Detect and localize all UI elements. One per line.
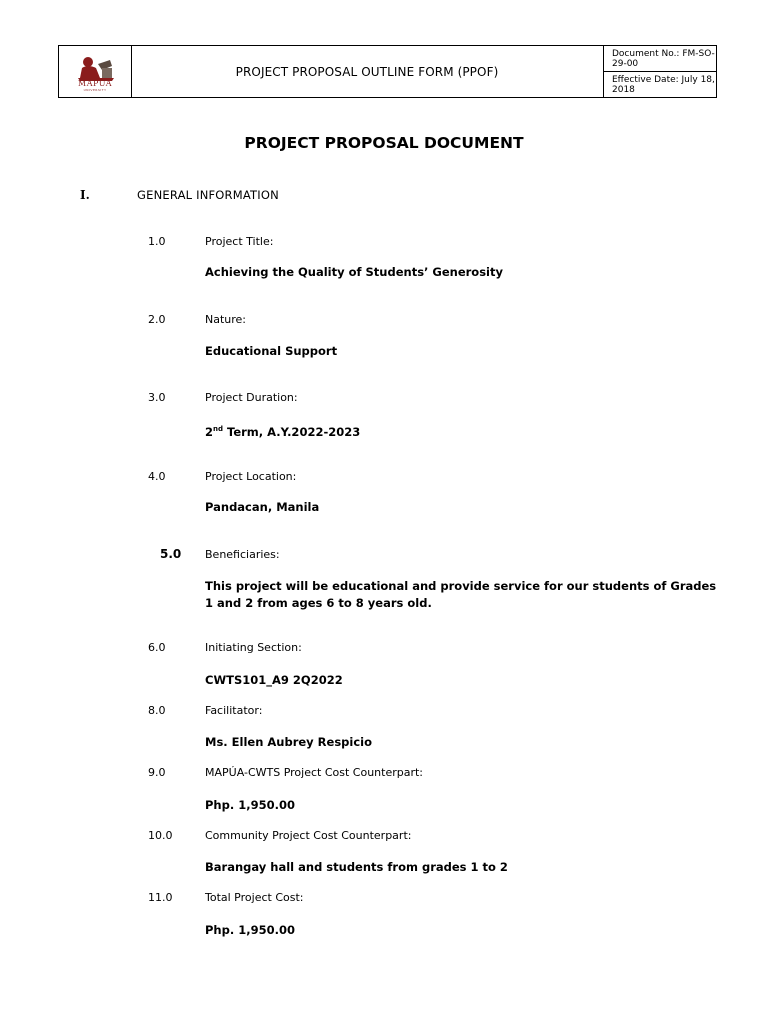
form-title: PROJECT PROPOSAL OUTLINE FORM (PPOF): [131, 46, 604, 97]
item-label: Facilitator:: [205, 704, 263, 717]
header-table: [58, 45, 717, 98]
item-label: MAPÚA-CWTS Project Cost Counterpart:: [205, 766, 424, 779]
document-number: Document No.: FM-SO-29-00: [604, 46, 716, 72]
item-number: 6.0: [148, 641, 166, 654]
item-label: Community Project Cost Counterpart:: [205, 829, 412, 842]
item-label: Nature:: [205, 313, 247, 326]
item-number: 3.0: [148, 391, 166, 404]
item-value: Pandacan, Manila: [205, 500, 320, 514]
section-title: GENERAL INFORMATION: [137, 188, 279, 202]
item-value: [205, 421, 725, 441]
item-value: Educational Support: [205, 344, 338, 358]
item-value: Php. 1,950.00: [205, 798, 295, 812]
duration-prefix: 2: [205, 424, 214, 439]
logo-cell: [59, 46, 132, 97]
item-number: 5.0: [160, 547, 182, 561]
item-value: Achieving the Quality of Students’ Generosity: [205, 265, 503, 279]
item-label: Total Project Cost:: [205, 891, 304, 904]
item-number: 2.0: [148, 313, 166, 326]
meta-cell: [604, 46, 716, 97]
item-number: 1.0: [148, 235, 166, 248]
logo-text: MAPÚA: [78, 79, 112, 88]
duration-superscript: nd: [213, 425, 224, 433]
item-value: Ms. Ellen Aubrey Respicio: [205, 735, 373, 749]
item-number: 8.0: [148, 704, 166, 717]
item-value: CWTS101_A9 2Q2022: [205, 673, 343, 687]
duration-suffix: Term, A.Y.2022-2023: [223, 424, 361, 439]
effective-date: Effective Date: July 18, 2018: [612, 74, 715, 95]
item-label: Project Title:: [205, 235, 274, 248]
document-title: PROJECT PROPOSAL DOCUMENT: [244, 134, 524, 152]
logo-subtext: UNIVERSITY: [83, 88, 107, 92]
item-label: Beneficiaries:: [205, 548, 280, 561]
item-number: 9.0: [148, 766, 166, 779]
item-label: Initiating Section:: [205, 641, 302, 654]
section-number: I.: [80, 188, 90, 202]
item-value: This project will be educational and provide service for our students of Grades 1 and 2 from ages 6 to 8 years old.: [205, 579, 717, 610]
item-label: Project Duration:: [205, 391, 298, 404]
item-value: Php. 1,950.00: [205, 923, 295, 937]
item-number: 10.0: [148, 829, 173, 842]
item-number: 11.0: [148, 891, 173, 904]
item-label: Project Location:: [205, 470, 297, 483]
item-value: Barangay hall and students from grades 1 to 2: [205, 860, 508, 874]
item-number: 4.0: [148, 470, 166, 483]
